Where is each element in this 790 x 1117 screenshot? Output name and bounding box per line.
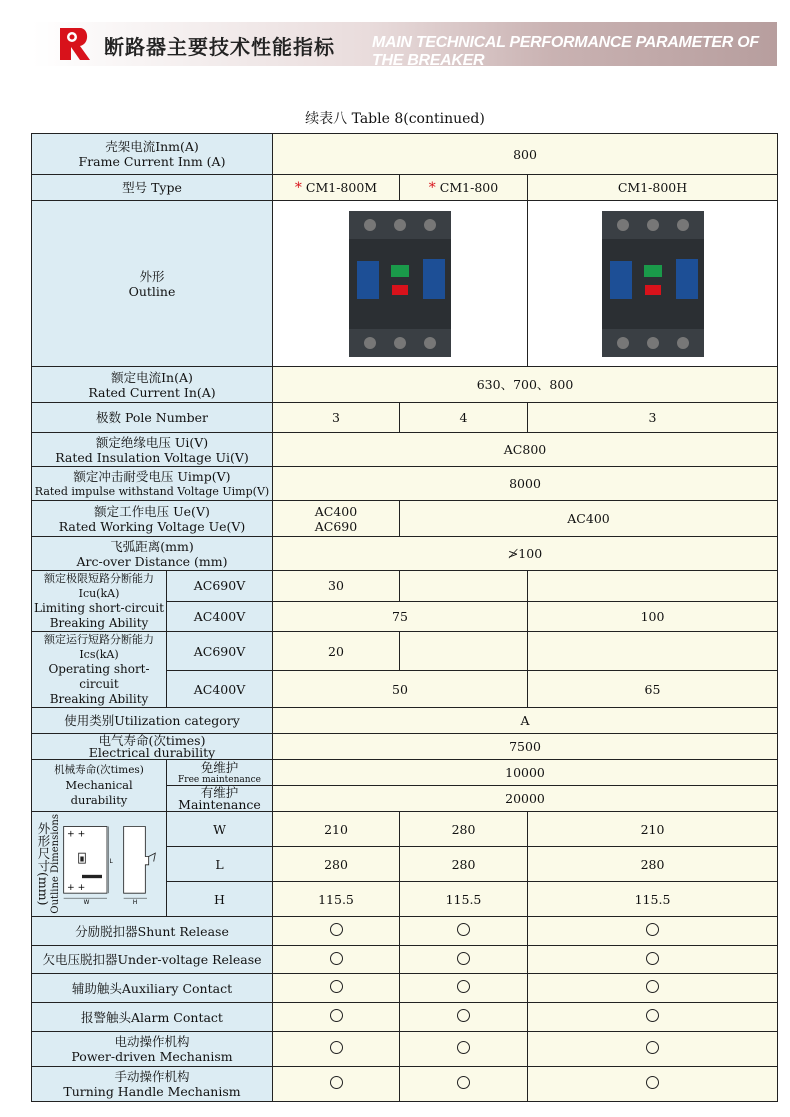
pole-number-1: 3	[273, 403, 400, 433]
accessory-mark	[528, 1032, 778, 1067]
working-voltage-value-2: AC400	[400, 501, 778, 537]
pole-number-2: 4	[400, 403, 528, 433]
table-row	[32, 403, 778, 433]
accessory-label: 报警触头Alarm Contact	[32, 1003, 273, 1032]
available-circle-icon	[330, 1041, 343, 1054]
electrical-durability-label: 电气寿命(次times) Electrical durability	[32, 734, 273, 760]
accessory-mark	[400, 946, 528, 974]
mechanical-durability-label: 机械寿命(次times) Mechanical durability	[32, 760, 167, 812]
available-circle-icon	[330, 923, 343, 936]
accessory-mark	[528, 1003, 778, 1032]
dim-w-2: 280	[400, 812, 528, 847]
rated-current-label: 额定电流In(A) Rated Current In(A)	[32, 367, 273, 403]
table-row	[32, 1067, 778, 1102]
free-maintenance-value: 10000	[273, 760, 778, 786]
model-label: 型号 Type	[32, 175, 273, 201]
limiting-690-empty	[400, 571, 528, 602]
free-maintenance-label: 免维护 Free maintenance	[167, 760, 273, 786]
operating-690-empty	[400, 632, 528, 671]
accessory-label: 手动操作机构 Turning Handle Mechanism	[32, 1067, 273, 1102]
available-circle-icon	[330, 952, 343, 965]
available-circle-icon	[457, 1076, 470, 1089]
accessory-mark	[528, 974, 778, 1003]
maintenance-value: 20000	[273, 786, 778, 812]
breaker-image	[598, 211, 708, 357]
dim-l-1: 280	[273, 847, 400, 882]
accessory-mark	[528, 946, 778, 974]
utilization-value: A	[273, 708, 778, 734]
terminal-bottom: + +	[67, 881, 86, 893]
breaker-image	[345, 211, 455, 357]
working-voltage-label: 额定工作电压 Ue(V) Rated Working Voltage Ue(V)	[32, 501, 273, 537]
utilization-label: 使用类别Utilization category	[32, 708, 273, 734]
recommended-star-icon: *	[294, 179, 302, 196]
insulation-voltage-label: 额定绝缘电压 Ui(V) Rated Insulation Voltage Ui(V)	[32, 433, 273, 467]
table-row	[32, 708, 778, 734]
arc-over-label: 飞弧距离(mm) Arc-over Distance (mm)	[32, 537, 273, 571]
available-circle-icon	[646, 1076, 659, 1089]
table-row	[32, 501, 778, 537]
frame-current-value: 800	[273, 134, 778, 175]
table-row	[32, 917, 778, 946]
table-row	[32, 812, 778, 847]
recommended-star-icon: *	[428, 179, 436, 196]
page-title-en: MAIN TECHNICAL PERFORMANCE PARAMETER OF THE BREAKER	[372, 34, 759, 69]
dim-name-h: H	[167, 882, 273, 917]
impulse-voltage-value: 8000	[273, 467, 778, 501]
dim-l-3: 280	[528, 847, 778, 882]
accessory-label: 辅助触头Auxiliary Contact	[32, 974, 273, 1003]
available-circle-icon	[646, 952, 659, 965]
available-circle-icon	[330, 1009, 343, 1022]
accessory-mark	[273, 1067, 400, 1102]
table-row	[32, 632, 778, 671]
dimensions-label	[32, 812, 167, 917]
outline-label: 外形 Outline	[32, 201, 273, 367]
table-row	[32, 946, 778, 974]
dimension-l: L	[109, 859, 113, 866]
dim-w-1: 210	[273, 812, 400, 847]
available-circle-icon	[330, 980, 343, 993]
operating-690-empty	[528, 632, 778, 671]
frame-current-label: 壳架电流Inm(A) Frame Current Inm (A)	[32, 134, 273, 175]
table-row	[32, 201, 778, 367]
table-row	[32, 734, 778, 760]
limiting-690-label: AC690V	[167, 571, 273, 602]
breaker-photo-standard	[273, 201, 528, 367]
dimensions-diagram	[62, 815, 162, 913]
operating-690-value: 20	[273, 632, 400, 671]
table-row	[32, 433, 778, 467]
dimension-h: H	[132, 900, 138, 906]
limiting-400-value-b: 100	[528, 601, 778, 632]
limiting-label: 额定极限短路分断能力Icu(kA) Limiting short-circuit Breaking Ability	[32, 571, 167, 632]
available-circle-icon	[646, 980, 659, 993]
table-row	[32, 1003, 778, 1032]
available-circle-icon	[457, 923, 470, 936]
insulation-voltage-value: AC800	[273, 433, 778, 467]
operating-690-label: AC690V	[167, 632, 273, 671]
accessory-mark	[273, 946, 400, 974]
table-row	[32, 134, 778, 175]
table-row	[32, 760, 778, 786]
dim-l-2: 280	[400, 847, 528, 882]
table-row	[32, 1032, 778, 1067]
accessory-mark	[400, 1067, 528, 1102]
pole-number-label: 极数 Pole Number	[32, 403, 273, 433]
table-row	[32, 467, 778, 501]
maintenance-label: 有维护 Maintenance	[167, 786, 273, 812]
working-voltage-value-1: AC400 AC690	[273, 501, 400, 537]
available-circle-icon	[330, 1076, 343, 1089]
model-1: * CM1-800M	[273, 175, 400, 201]
arc-over-value: ≯100	[273, 537, 778, 571]
available-circle-icon	[457, 980, 470, 993]
accessory-mark	[273, 974, 400, 1003]
available-circle-icon	[646, 1009, 659, 1022]
dim-h-2: 115.5	[400, 882, 528, 917]
page-title-cn: 断路器主要技术性能指标	[104, 35, 335, 59]
terminal-top: + +	[67, 828, 86, 840]
breaker-photo-h	[528, 201, 778, 367]
table-row	[32, 537, 778, 571]
accessory-mark	[273, 917, 400, 946]
available-circle-icon	[457, 1041, 470, 1054]
rated-current-value: 630、700、800	[273, 367, 778, 403]
dim-w-3: 210	[528, 812, 778, 847]
accessory-mark	[273, 1032, 400, 1067]
available-circle-icon	[457, 952, 470, 965]
model-3: CM1-800H	[528, 175, 778, 201]
operating-400-value-b: 65	[528, 671, 778, 708]
accessory-label: 欠电压脱扣器Under-voltage Release	[32, 946, 273, 974]
available-circle-icon	[457, 1009, 470, 1022]
dimension-w: W	[83, 900, 90, 906]
limiting-400-label: AC400V	[167, 601, 273, 632]
accessory-mark	[528, 1067, 778, 1102]
spec-table	[31, 133, 778, 1102]
table-row	[32, 571, 778, 602]
accessory-mark	[400, 1032, 528, 1067]
dim-h-3: 115.5	[528, 882, 778, 917]
accessory-mark	[400, 1003, 528, 1032]
accessory-mark	[400, 974, 528, 1003]
available-circle-icon	[646, 1041, 659, 1054]
impulse-voltage-label: 额定冲击耐受电压 Uimp(V) Rated impulse withstand Voltage Uimp(V)	[32, 467, 273, 501]
brand-logo	[58, 26, 92, 62]
accessory-label: 分励脱扣器Shunt Release	[32, 917, 273, 946]
operating-400-value-a: 50	[273, 671, 528, 708]
limiting-690-value: 30	[273, 571, 400, 602]
accessory-mark	[528, 917, 778, 946]
table-row	[32, 175, 778, 201]
limiting-690-empty	[528, 571, 778, 602]
dimensions-label-text: 外形尺寸(mm) Outline Dimensions	[36, 814, 61, 914]
operating-400-label: AC400V	[167, 671, 273, 708]
accessory-label: 电动操作机构 Power-driven Mechanism	[32, 1032, 273, 1067]
limiting-400-value-a: 75	[273, 601, 528, 632]
available-circle-icon	[646, 923, 659, 936]
operating-label: 额定运行短路分断能力Ics(kA) Operating short-circuit Breaking Ability	[32, 632, 167, 708]
accessory-mark	[273, 1003, 400, 1032]
model-2: * CM1-800	[400, 175, 528, 201]
dim-name-w: W	[167, 812, 273, 847]
electrical-durability-value: 7500	[273, 734, 778, 760]
table-caption: 续表八 Table 8(continued)	[305, 111, 485, 127]
dim-name-l: L	[167, 847, 273, 882]
dim-h-1: 115.5	[273, 882, 400, 917]
table-row	[32, 367, 778, 403]
pole-number-3: 3	[528, 403, 778, 433]
table-row	[32, 974, 778, 1003]
accessory-mark	[400, 917, 528, 946]
